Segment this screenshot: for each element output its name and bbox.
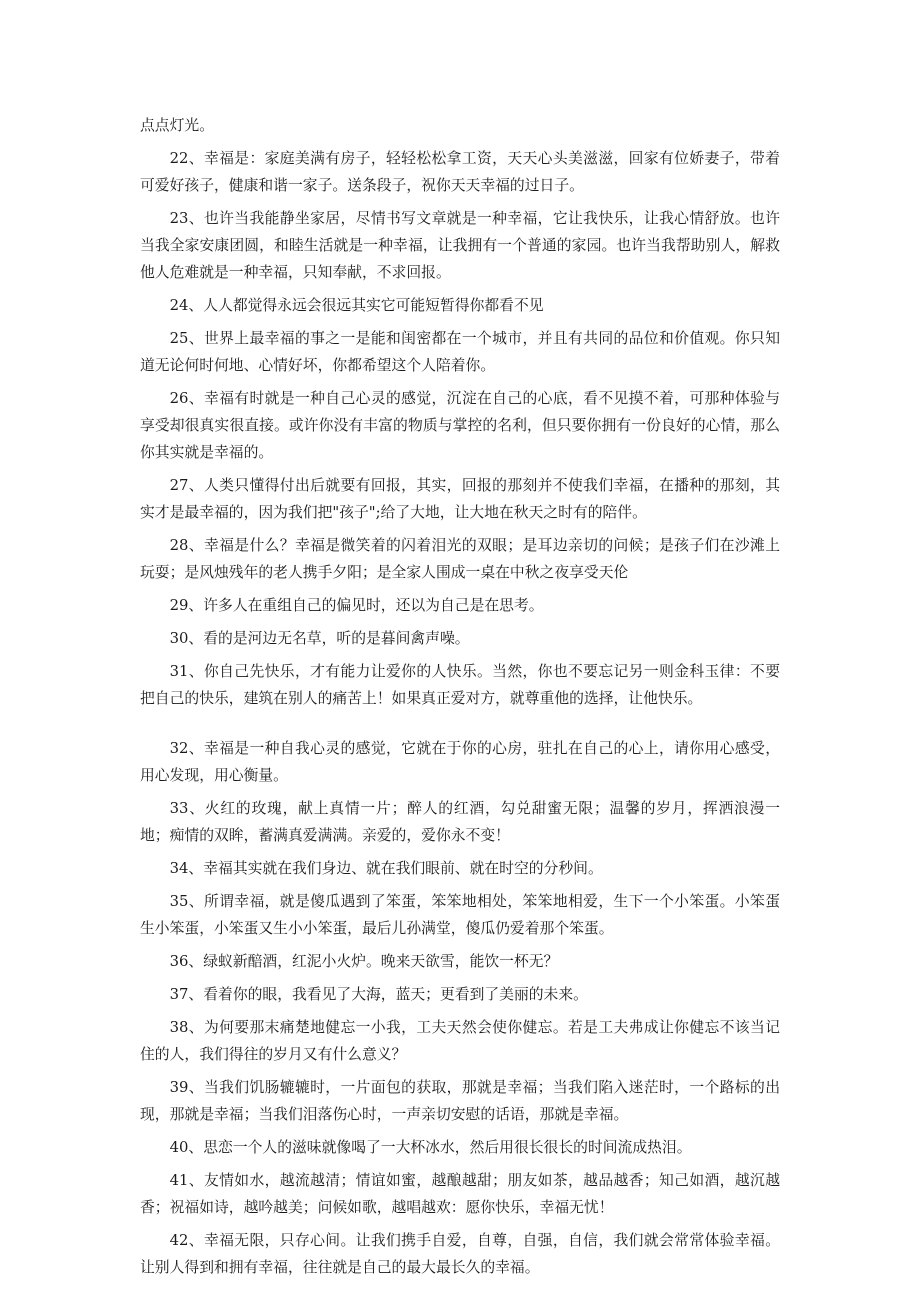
paragraph-33: 33、火红的玫瑰，献上真情一片；醉人的红酒，勾兑甜蜜无限；温馨的岁月，挥洒浪漫一地；痴情的双眸，蓄满真爱满满。亲爱的，爱你永不变！ [140, 800, 780, 844]
paragraph-23: 23、也许当我能静坐家居，尽情书写文章就是一种幸福，它让我快乐，让我心情舒放。也许当我全家安康团圆，和睦生活就是一种幸福，让我拥有一个普通的家园。也许当我帮助别人，解救他人危难就是一种幸福，只知奉献，不求回报。 [140, 210, 780, 281]
paragraph-42: 42、幸福无限，只存心间。让我们携手自爱，自尊，自强，自信，我们就会常常体验幸福。让别人得到和拥有幸福，往往就是自己的最大最长久的幸福。 [140, 1232, 780, 1276]
paragraph-24: 24、人人都觉得永远会很远其实它可能短暂得你都看不见 [169, 297, 544, 314]
paragraph-37: 37、看着你的眼，我看见了大海，蓝天；更看到了美丽的未来。 [169, 986, 588, 1003]
paragraph-27: 27、人类只懂得付出后就要有回报，其实，回报的那刻并不使我们幸福，在播种的那刻，其实才是最幸福的，因为我们把"孩子";给了大地，让大地在秋天之时有的陪伴。 [140, 477, 780, 521]
paragraph-25: 25、世界上最幸福的事之一是能和闺密都在一个城市，并且有共同的品位和价值观。你只知道无论何时何地、心情好坏，你都希望这个人陪着你。 [140, 330, 780, 374]
paragraph-36: 36、绿蚁新醅酒，红泥小火炉。晚来天欲雪，能饮一杯无？ [169, 953, 559, 970]
paragraph-22: 22、幸福是：家庭美满有房子，轻轻松松拿工资，天天心头美滋滋，回家有位娇妻子，带着可爱好孩子，健康和谐一家子。送条段子，祝你天天幸福的过日子。 [140, 150, 780, 194]
paragraph-34: 34、幸福其实就在我们身边、就在我们眼前、就在时空的分秒间。 [169, 860, 603, 877]
paragraph-32: 32、幸福是一种自我心灵的感觉，它就在于你的心房，驻扎在自己的心上，请你用心感受，用心发现，用心衡量。 [140, 740, 780, 784]
paragraph-continuation: 点点灯光。 [140, 117, 214, 134]
paragraph-38: 38、为何要那末痛楚地健忘一小我，工夫天然会使你健忘。若是工夫弗成让你健忘不该当记住的人，我们得往的岁月又有什么意义？ [140, 1019, 780, 1063]
paragraph-41: 41、友情如水，越流越清；情谊如蜜，越酿越甜；朋友如茶，越品越香；知己如酒，越沉越香；祝福如诗，越吟越美；问候如歌，越唱越欢：愿你快乐，幸福无忧！ [140, 1172, 780, 1216]
paragraph-35: 35、所谓幸福，就是傻瓜遇到了笨蛋，笨笨地相处，笨笨地相爱，生下一个小笨蛋。小笨蛋生小笨蛋，小笨蛋又生小小笨蛋，最后儿孙满堂，傻瓜仍爱着那个笨蛋。 [140, 893, 780, 937]
paragraph-gap [140, 718, 780, 735]
paragraph-39: 39、当我们饥肠辘辘时，一片面包的获取，那就是幸福；当我们陷入迷茫时，一个路标的出现，那就是幸福；当我们泪落伤心时，一声亲切安慰的话语，那就是幸福。 [140, 1079, 780, 1123]
paragraph-26: 26、幸福有时就是一种自己心灵的感觉，沉淀在自己的心底，看不见摸不着，可那种体验与享受却很真实很直接。或许你没有丰富的物质与掌控的名利，但只要你拥有一份良好的心情，那么你其实就是幸福的。 [140, 390, 780, 461]
paragraph-28: 28、幸福是什么？幸福是微笑着的闪着泪光的双眼；是耳边亲切的问候；是孩子们在沙滩上玩耍；是风烛残年的老人携手夕阳；是全家人围成一桌在中秋之夜享受天伦 [140, 537, 780, 581]
paragraph-40: 40、思恋一个人的滋味就像喝了一大杯冰水，然后用很长很长的时间流成热泪。 [169, 1139, 692, 1156]
paragraph-30: 30、看的是河边无名草，听的是暮间禽声噪。 [169, 630, 470, 647]
paragraph-29: 29、许多人在重组自己的偏见时，还以为自己是在思考。 [169, 597, 544, 614]
paragraph-31: 31、你自己先快乐，才有能力让爱你的人快乐。当然，你也不要忘记另一则金科玉律：不要把自己的快乐，建筑在别人的痛苦上！如果真正爱对方，就尊重他的选择，让他快乐。 [140, 663, 780, 707]
document-page [140, 112, 780, 1287]
